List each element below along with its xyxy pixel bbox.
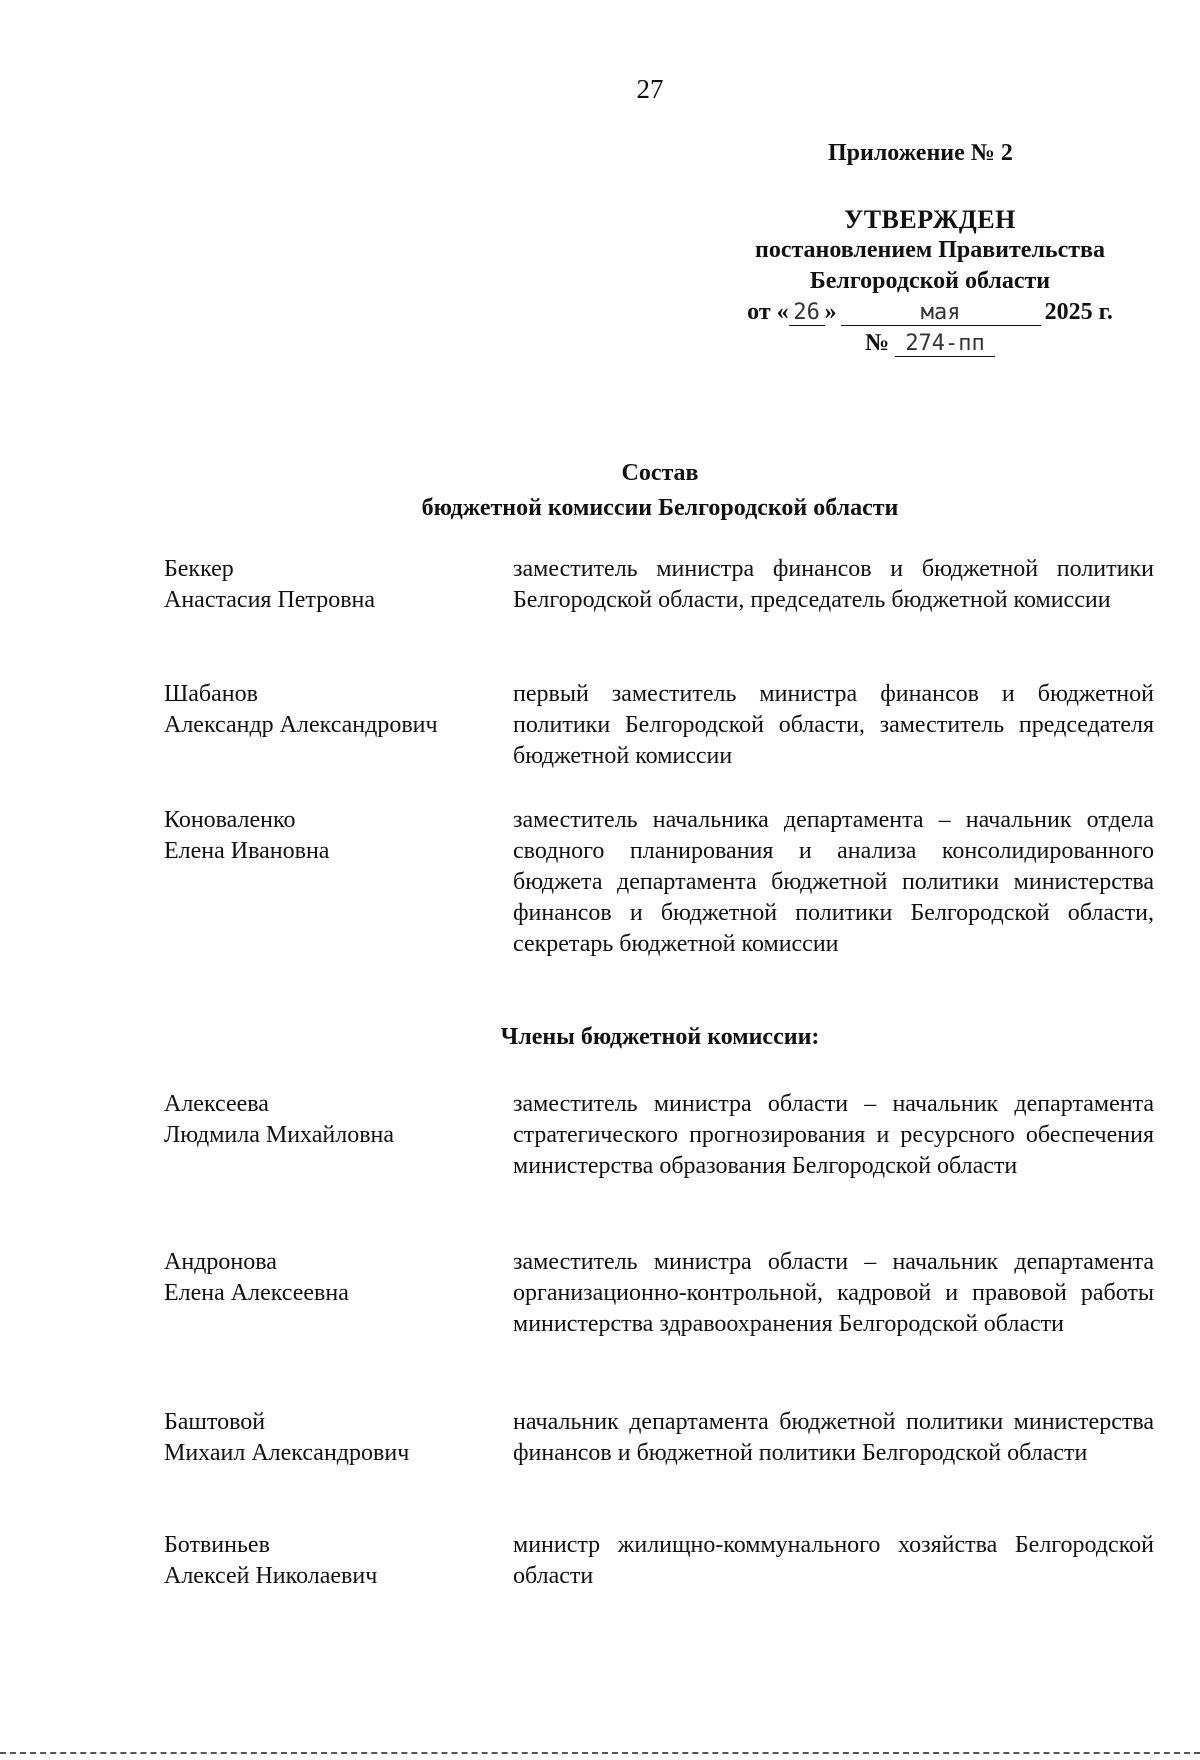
surname: Шабанов	[164, 681, 258, 707]
position-description: первый заместитель министра финансов и бюджетной политики Белгородской области, заместитель председателя бюджетной комиссии	[513, 681, 1154, 769]
given-name: Александр Александрович	[164, 712, 438, 738]
given-name: Елена Ивановна	[164, 838, 330, 864]
given-name: Анастасия Петровна	[164, 587, 376, 613]
given-name: Алексей Николаевич	[164, 1563, 378, 1589]
person-name	[164, 805, 504, 867]
approved-stamp	[700, 204, 1160, 359]
person-name	[164, 679, 504, 741]
person-name	[164, 1247, 504, 1309]
person-name	[164, 1089, 504, 1151]
surname: Алексеева	[164, 1091, 269, 1117]
page-bottom-edge	[0, 1752, 1200, 1754]
approved-line-1: постановлением Правительства	[754, 237, 1105, 263]
approved-title: УТВЕРЖДЕН	[844, 205, 1016, 234]
document-number: 274-пп	[895, 332, 995, 357]
person-name	[164, 1407, 504, 1469]
composition-heading	[0, 456, 1200, 526]
composition-title: Состав	[621, 460, 699, 486]
date-year: 2025 г.	[1044, 299, 1113, 325]
surname: Коноваленко	[164, 807, 296, 833]
surname: Андронова	[164, 1249, 277, 1275]
given-name: Людмила Михайловна	[164, 1122, 395, 1148]
position-description: заместитель министра области – начальник департамента организационно-контрольной, кадровой и правовой работы министерства здравоохранения Белгородской области	[513, 1249, 1154, 1337]
date-prefix: от «	[747, 299, 789, 325]
position-description: начальник департамента бюджетной политики министерства финансов и бюджетной политики Белгородской области	[513, 1409, 1154, 1466]
number-prefix: №	[864, 330, 890, 356]
position-description: министр жилищно-коммунального хозяйства Белгородской области	[513, 1532, 1154, 1589]
appendix-label: Приложение № 2	[828, 140, 1013, 166]
surname: Беккер	[164, 556, 234, 582]
surname: Баштовой	[164, 1409, 266, 1435]
surname: Ботвиньев	[164, 1532, 270, 1558]
position-description: заместитель министра финансов и бюджетной политики Белгородской области, председатель бюджетной комиссии	[513, 556, 1154, 613]
date-month: мая	[841, 301, 1041, 326]
members-heading: Члены бюджетной комиссии:	[500, 1024, 820, 1050]
approved-line-2: Белгородской области	[809, 268, 1051, 294]
date-mid: »	[824, 299, 837, 325]
given-name: Михаил Александрович	[164, 1440, 410, 1466]
person-name	[164, 554, 504, 616]
composition-subtitle: бюджетной комиссии Белгородской области	[421, 495, 899, 521]
person-name	[164, 1530, 504, 1592]
given-name: Елена Алексеевна	[164, 1280, 349, 1306]
date-day: 26	[789, 301, 825, 326]
position-description: заместитель министра области – начальник департамента стратегического прогнозирования и ресурсного обеспечения министерства образования Белгородской области	[513, 1091, 1154, 1179]
position-description: заместитель начальника департамента – начальник отдела сводного планирования и анализа консолидированного бюджета департамента бюджетной политики министерства финансов и бюджетной политики Белгородской области, секретарь бюджетной комиссии	[513, 807, 1154, 957]
page-number: 27	[636, 74, 664, 104]
approval-number	[700, 328, 1160, 359]
approval-date	[700, 297, 1160, 328]
